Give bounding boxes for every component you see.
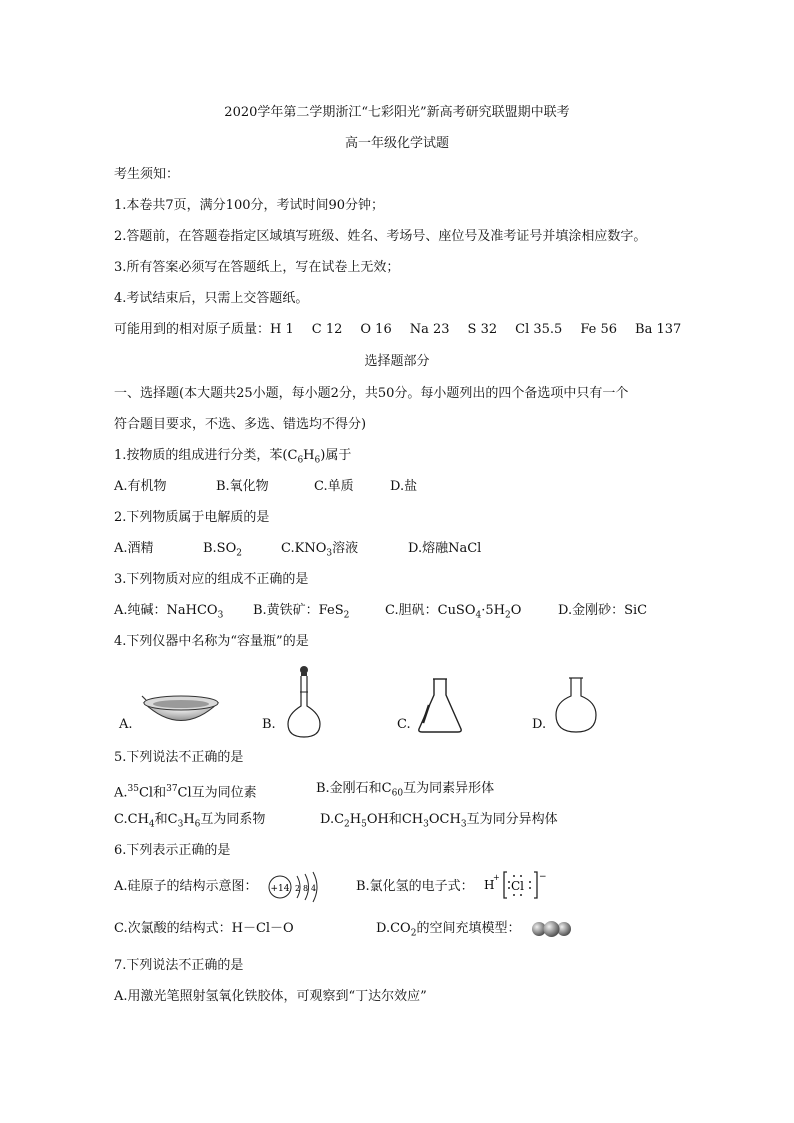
silicon-atom-structure-diagram	[266, 870, 328, 904]
q7-stem: 7.下列说法不正确的是	[114, 958, 244, 973]
q6-option-a: A.硅原子的结构示意图：	[114, 879, 258, 894]
nucleus-charge: +14	[270, 884, 290, 894]
q3-stem: 3.下列物质对应的组成不正确的是	[114, 572, 309, 587]
mass-c: C 12	[311, 322, 343, 337]
q5-option-a: A.$^{35}$Cl和$^{37}$Cl互为同位素	[114, 784, 257, 801]
q3-option-a: A.纯碱：NaHCO$_3$	[114, 603, 224, 621]
mass-h: H 1	[270, 322, 294, 337]
q6-option-c: C.次氯酸的结构式：H－Cl－O	[114, 921, 294, 936]
q2-stem: 2.下列物质属于电解质的是	[114, 510, 270, 525]
minus-charge: −	[539, 872, 547, 882]
shell-1: 2	[295, 884, 301, 893]
q5-option-b: B.金刚石和$C_{60}$互为同素异形体	[316, 781, 495, 799]
plus-charge: +	[493, 873, 500, 882]
notice-item-1: 1.本卷共7页，满分100分，考试时间90分钟；	[114, 198, 385, 213]
mass-ba: Ba 137	[635, 322, 682, 337]
q2-option-a: A.酒精	[114, 541, 154, 556]
mass-s: S 32	[467, 322, 498, 337]
mass-cl: Cl 35.5	[515, 322, 563, 337]
mass-na: Na 23	[409, 322, 450, 337]
atomic-mass-label: 可能用到的相对原子质量：	[114, 322, 271, 337]
q1-option-a: A.有机物	[114, 479, 167, 494]
atomic-mass-line	[114, 321, 699, 339]
hcl-electron-formula	[483, 866, 549, 904]
section-intro-2: 符合题目要求，不选、多选、错选均不得分)	[114, 417, 367, 432]
section-title: 选择题部分	[364, 354, 430, 369]
round-bottom-flask-icon	[553, 676, 599, 736]
notice-item-3: 3.所有答案必须写在答题纸上，写在试卷上无效；	[114, 260, 400, 275]
q6-stem: 6.下列表示正确的是	[114, 843, 231, 858]
co2-space-filling-model	[530, 919, 574, 939]
notice-item-4: 4.考试结束后，只需上交答题纸。	[114, 291, 309, 306]
conical-flask-icon	[415, 675, 465, 735]
mass-o: O 16	[360, 322, 392, 337]
notice-heading: 考生须知：	[114, 167, 180, 182]
mass-fe: Fe 56	[580, 322, 618, 337]
section-intro-1: 一、选择题(本大题共25小题，每小题2分，共50分。每小题列出的四个备选项中只有一个	[114, 386, 629, 401]
chlorine-symbol: Cl	[511, 879, 525, 893]
shell-3: 4	[311, 884, 317, 893]
q1-option-d: D.盐	[390, 479, 418, 494]
evaporating-dish-icon	[140, 690, 222, 734]
q3-option-d: D.金刚砂：SiC	[558, 603, 648, 618]
q5-option-d: $D.C_2H_5OH$和$CH_3OCH_3$互为同分异构体	[320, 812, 558, 830]
q1-stem: 1.按物质的组成进行分类，苯$(C_6H_6)$属于	[114, 448, 352, 466]
q4-label-a: A.	[119, 717, 133, 732]
q1-option-b: B.氧化物	[216, 479, 269, 494]
q4-label-d: D.	[532, 717, 547, 732]
volumetric-flask-icon	[284, 664, 324, 740]
q5-stem: 5.下列说法不正确的是	[114, 750, 244, 765]
exam-subtitle: 高一年级化学试题	[344, 136, 449, 151]
shell-2: 8	[303, 884, 309, 893]
exam-title: 2020学年第二学期浙江“七彩阳光”新高考研究联盟期中联考	[224, 105, 570, 120]
q2-option-c: $C.KNO_3$溶液	[281, 541, 359, 559]
q4-label-c: C.	[397, 717, 411, 732]
q3-option-c: C.胆矾：$CuSO_4\cdot 5H_2O$	[385, 603, 522, 621]
q7-option-a: A.用激光笔照射氢氧化铁胶体，可观察到“丁达尔效应”	[114, 989, 427, 1004]
q2-option-b: $B.SO_2$	[203, 541, 242, 559]
q4-label-b: B.	[262, 717, 276, 732]
notice-item-2: 2.答题前，在答题卷指定区域填写班级、姓名、考场号、座位号及准考证号并填涂相应数字。	[114, 229, 647, 244]
q5-option-c: $C.CH_4$和$C_3H_6$互为同系物	[114, 812, 266, 830]
q6-option-d: $D.CO_2$的空间充填模型：	[376, 921, 521, 939]
hydrogen-symbol: H	[484, 878, 495, 892]
q1-option-c: C.单质	[314, 479, 354, 494]
q4-stem: 4.下列仪器中名称为“容量瓶”的是	[114, 634, 309, 649]
q6-option-b: B.氯化氢的电子式：	[356, 879, 474, 894]
q3-option-b: B.黄铁矿：FeS$_2$	[253, 603, 350, 621]
q2-option-d: D.熔融NaCl	[408, 541, 482, 556]
